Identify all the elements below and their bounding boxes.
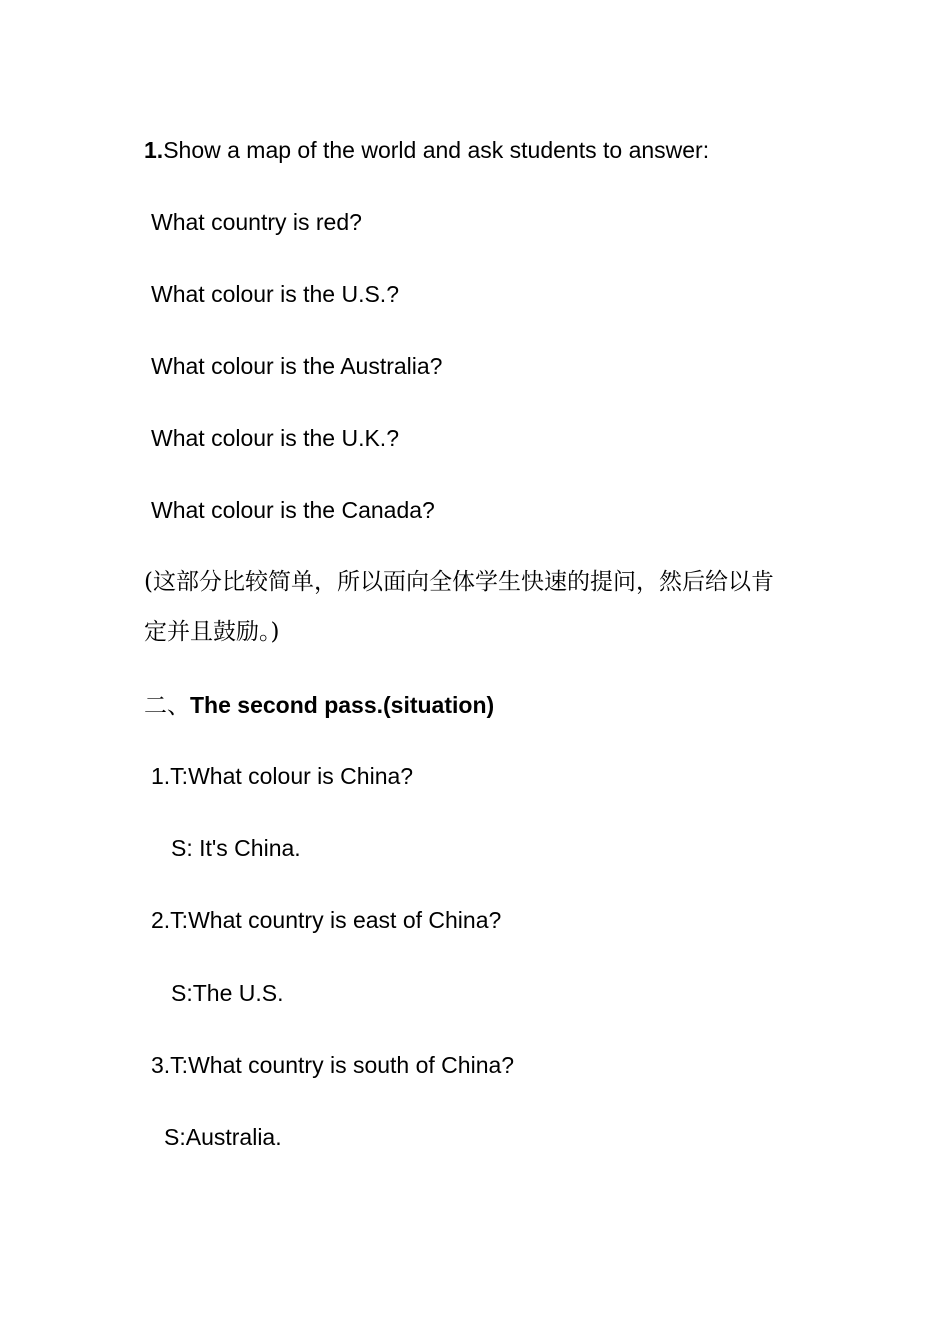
dialogue-student-line: S:The U.S. xyxy=(171,980,284,1006)
question-line: What colour is the Canada? xyxy=(151,497,435,523)
question-line: What colour is the U.S.? xyxy=(151,281,399,307)
item-number: 1. xyxy=(144,137,164,163)
dialogue-teacher-line: 1.T:What colour is China? xyxy=(151,763,414,789)
question-line: What country is red? xyxy=(151,209,362,235)
item-text: Show a map of the world and ask students to answer: xyxy=(163,137,710,163)
dialogue-teacher-line: 3.T:What country is south of China? xyxy=(151,1052,515,1078)
teaching-note-line-1: (这部分比较简单，所以面向全体学生快速的提问，然后给以肯 xyxy=(144,569,774,595)
section-heading xyxy=(144,690,494,721)
section-title: The second pass.(situation) xyxy=(190,692,495,718)
teaching-note-line-2: 定并且鼓励。) xyxy=(144,619,280,645)
instruction-item-1 xyxy=(144,135,709,165)
question-line: What colour is the U.K.? xyxy=(151,425,399,451)
question-line: What colour is the Australia? xyxy=(151,353,443,379)
dialogue-student-line: S:Australia. xyxy=(164,1124,282,1150)
dialogue-teacher-line: 2.T:What country is east of China? xyxy=(151,907,502,933)
section-number: 二、 xyxy=(144,693,190,719)
dialogue-student-line: S: It's China. xyxy=(171,835,301,861)
